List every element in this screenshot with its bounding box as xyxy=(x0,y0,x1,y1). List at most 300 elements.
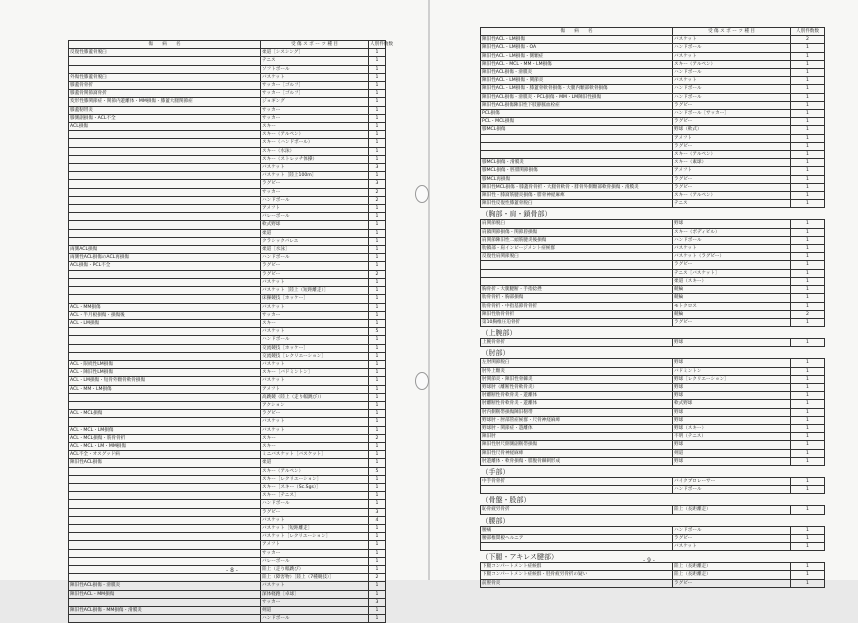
table-row xyxy=(481,142,825,150)
disease-cell: 腰痛 xyxy=(481,526,673,534)
table-row xyxy=(69,442,386,450)
disease-cell: 陳旧性ACL損傷・MM損傷・滑膜炎 xyxy=(69,607,261,615)
disease-cell: 陳旧性ACL・MM損傷 xyxy=(69,590,261,598)
header-count: 人別件数数 xyxy=(370,42,393,47)
table-row xyxy=(69,98,386,106)
table-row xyxy=(69,229,386,237)
count-cell: 1 xyxy=(369,566,386,574)
disease-cell xyxy=(481,269,673,277)
disease-cell xyxy=(69,393,261,401)
count-cell: 1 xyxy=(369,205,386,213)
disease-cell: 陳旧性尺骨神経麻痺 xyxy=(481,449,673,457)
table-row xyxy=(69,123,386,131)
sport-cell: バスケット xyxy=(673,52,791,60)
count-cell: 1 xyxy=(791,126,825,134)
disease-cell: 胸骨折・大腿腱断・手指捻挫 xyxy=(481,286,673,294)
disease-cell xyxy=(69,524,261,532)
disease-cell: 陳旧性ACL・LM損傷・OA xyxy=(481,44,673,52)
disease-cell xyxy=(69,278,261,286)
right-table-body xyxy=(481,28,825,588)
sport-cell: 野球 xyxy=(673,383,791,391)
sport-cell: バスケット［陸上100m］ xyxy=(261,172,369,180)
table-row xyxy=(69,114,386,122)
sport-cell: ラグビー xyxy=(673,142,791,150)
sport-cell: スキー（水泳） xyxy=(261,147,369,155)
disease-cell: ACL・MCL損傷・筋骨骨折 xyxy=(69,434,261,442)
count-cell: 1 xyxy=(791,85,825,93)
sport-cell: 高跳競（陸上（走り幅跳び）） xyxy=(261,393,369,401)
section-heading-row xyxy=(481,494,825,506)
disease-cell: 肩関節脱臼 xyxy=(481,220,673,228)
disease-cell: 陳旧性ACL損傷・滑膜炎 xyxy=(481,69,673,77)
disease-cell xyxy=(69,533,261,541)
section-heading: （肘部） xyxy=(481,349,510,358)
count-cell: 1 xyxy=(791,151,825,159)
count-cell: 1 xyxy=(369,418,386,426)
right-page-number: - 9 - xyxy=(643,557,655,564)
section-heading-row xyxy=(481,208,825,220)
count-cell: 1 xyxy=(369,344,386,352)
count-cell: 1 xyxy=(369,229,386,237)
disease-cell: 陳旧性ACL損傷 xyxy=(69,459,261,467)
table-row xyxy=(481,159,825,167)
table-row xyxy=(69,311,386,319)
sport-cell: アメフト xyxy=(673,167,791,175)
count-cell: 3 xyxy=(369,164,386,172)
disease-cell: 膝側副損傷・ACL不全 xyxy=(69,114,261,122)
disease-cell xyxy=(69,516,261,524)
disease-cell xyxy=(69,336,261,344)
sport-cell: アメフト xyxy=(261,205,369,213)
sport-cell: バスケット xyxy=(673,245,791,253)
sport-cell: スキー（素球） xyxy=(673,159,791,167)
section-heading-row xyxy=(481,514,825,526)
disease-cell xyxy=(69,180,261,188)
sport-cell: ハンドボール xyxy=(261,615,369,623)
table-row xyxy=(481,85,825,93)
sport-cell: 不明（テニス） xyxy=(673,433,791,441)
sport-cell: ハンドボール xyxy=(673,85,791,93)
sport-cell: バスケット xyxy=(261,426,369,434)
sport-cell: スキー xyxy=(261,442,369,450)
table-row xyxy=(69,467,386,475)
count-cell: 5 xyxy=(369,328,386,336)
sport-cell: スキー（アルペン） xyxy=(673,151,791,159)
count-cell: 1 xyxy=(791,457,825,465)
count-cell: 1 xyxy=(369,287,386,295)
count-cell: 1 xyxy=(791,408,825,416)
sport-cell: 剣道 xyxy=(261,607,369,615)
sport-cell: スキー（ボディビル） xyxy=(673,228,791,236)
disease-cell xyxy=(69,57,261,65)
disease-cell xyxy=(69,196,261,204)
disease-cell xyxy=(69,164,261,172)
sport-cell: バドミントン xyxy=(673,367,791,375)
sport-cell: アメフト xyxy=(261,385,369,393)
disease-cell: ACL・MM損傷 xyxy=(69,303,261,311)
sport-cell: 競輪 xyxy=(673,286,791,294)
count-cell: 2 xyxy=(369,574,386,582)
sport-cell: 陸上（走り幅跳び） xyxy=(261,566,369,574)
count-cell: 1 xyxy=(791,77,825,85)
disease-cell: 肘外上顆炎 xyxy=(481,367,673,375)
table-row xyxy=(481,486,825,494)
table-row xyxy=(69,188,386,196)
table-row xyxy=(481,118,825,126)
table-row xyxy=(481,542,825,550)
disease-cell xyxy=(69,155,261,163)
count-cell: 1 xyxy=(369,221,386,229)
count-cell: 1 xyxy=(369,377,386,385)
disease-cell: 恥骨疲労骨折 xyxy=(481,506,673,514)
table-row xyxy=(481,534,825,542)
count-cell: 1 xyxy=(369,336,386,344)
table-row xyxy=(69,574,386,582)
sport-cell: アメフト xyxy=(261,541,369,549)
section-heading: （腰部） xyxy=(481,516,510,525)
sport-cell: ラグビー xyxy=(673,175,791,183)
count-cell: 1 xyxy=(369,155,386,163)
sport-cell: スキー（アルペン） xyxy=(673,192,791,200)
disease-cell: 陳旧性肋骨骨折 xyxy=(481,310,673,318)
table-row xyxy=(481,245,825,253)
sport-cell: ハンドボール xyxy=(673,486,791,494)
table-row xyxy=(481,526,825,534)
disease-cell: 第10胸椎圧迫骨折 xyxy=(481,318,673,326)
table-row xyxy=(69,328,386,336)
sport-cell: サッカー xyxy=(261,311,369,319)
table-row xyxy=(69,82,386,90)
disease-cell: 野球肘（離断性骨軟骨炎） xyxy=(481,383,673,391)
sport-cell: ハンドボール xyxy=(261,196,369,204)
table-row xyxy=(481,441,825,449)
disease-cell xyxy=(481,486,673,494)
count-cell: 1 xyxy=(369,311,386,319)
count-cell: 1 xyxy=(369,319,386,327)
table-row xyxy=(69,352,386,360)
count-cell: 1 xyxy=(791,44,825,52)
count-cell: 1 xyxy=(791,236,825,244)
count-cell: 1 xyxy=(369,295,386,303)
disease-cell xyxy=(69,541,261,549)
sport-cell: サッカー xyxy=(261,598,369,606)
table-row xyxy=(481,167,825,175)
sport-cell: バスケット xyxy=(673,77,791,85)
disease-cell: 肘遊離体・軟骨損傷・腓腹骨棘刺形成 xyxy=(481,457,673,465)
binder-hole-left-top xyxy=(415,185,429,203)
count-cell: 1 xyxy=(791,294,825,302)
sport-cell: バスケット xyxy=(261,360,369,368)
sport-cell: 陸上（障害物）［陸上（7種競技）］ xyxy=(261,574,369,582)
sport-cell: ハンドボール［サッカー］ xyxy=(673,110,791,118)
disease-cell xyxy=(69,65,261,73)
sport-cell: 野球 xyxy=(673,359,791,367)
count-cell: 1 xyxy=(791,542,825,550)
count-cell: 1 xyxy=(791,383,825,391)
count-cell: 1 xyxy=(791,424,825,432)
count-cell: 1 xyxy=(791,269,825,277)
sport-cell: サッカー xyxy=(261,549,369,557)
count-cell: 1 xyxy=(369,582,386,590)
disease-cell xyxy=(69,229,261,237)
count-cell: 1 xyxy=(791,93,825,101)
table-row xyxy=(69,541,386,549)
table-row xyxy=(69,73,386,81)
sport-cell: ラグビー xyxy=(673,534,791,542)
sport-cell: バスケット xyxy=(673,36,791,44)
sport-cell: スキー［バドミントン］ xyxy=(261,369,369,377)
table-row xyxy=(481,477,825,485)
disease-cell: ACL・MCL・LM損傷 xyxy=(69,426,261,434)
table-row xyxy=(69,385,386,393)
count-cell: 1 xyxy=(369,442,386,450)
disease-cell xyxy=(69,467,261,475)
count-cell: 1 xyxy=(369,73,386,81)
sport-cell: バスケット xyxy=(261,377,369,385)
table-row xyxy=(481,416,825,424)
count-cell: 1 xyxy=(791,416,825,424)
table-row xyxy=(69,475,386,483)
table-row xyxy=(69,303,386,311)
sport-cell: 野球（スキー） xyxy=(673,424,791,432)
sport-cell: バスケット xyxy=(261,164,369,172)
count-cell: 1 xyxy=(791,339,825,347)
sport-cell: スキー［スキー（Sc.Sgs）］ xyxy=(261,483,369,491)
disease-cell: 外傷性膝蓋骨脱臼 xyxy=(69,73,261,81)
table-row xyxy=(481,126,825,134)
disease-cell: 陳旧性ACL損傷陳旧性下肢静脈血栓症 xyxy=(481,101,673,109)
count-cell: 1 xyxy=(791,433,825,441)
sport-cell: バスケット xyxy=(261,418,369,426)
sport-cell: バスケット xyxy=(673,542,791,550)
sport-cell: スキー xyxy=(261,319,369,327)
count-cell: 2 xyxy=(369,434,386,442)
count-cell: 1 xyxy=(369,254,386,262)
table-row xyxy=(69,270,386,278)
disease-cell: ACL・LM損傷・短骨外顆骨軟骨損傷 xyxy=(69,377,261,385)
disease-cell xyxy=(69,401,261,409)
disease-cell xyxy=(69,492,261,500)
count-cell: 2 xyxy=(791,310,825,318)
sport-cell: バスケット［陸上（短距離走）］ xyxy=(261,287,369,295)
sport-cell: バスケット（ラグビー） xyxy=(673,253,791,261)
table-row xyxy=(481,269,825,277)
table-row xyxy=(481,318,825,326)
sport-cell: 陸上（長距離走） xyxy=(673,571,791,579)
sport-cell: ソフトボール xyxy=(261,65,369,73)
count-cell: 1 xyxy=(791,302,825,310)
table-row xyxy=(481,200,825,208)
disease-cell xyxy=(69,418,261,426)
table-row xyxy=(69,295,386,303)
count-cell: 1 xyxy=(791,449,825,457)
disease-cell: 肘離断性骨軟骨炎・遊離体 xyxy=(481,400,673,408)
sport-cell: 床操競技［ホッケー］ xyxy=(261,295,369,303)
table-row xyxy=(481,228,825,236)
sport-cell: アクション xyxy=(261,401,369,409)
count-cell: 1 xyxy=(791,375,825,383)
sport-cell: 剣道 xyxy=(673,449,791,457)
count-cell: 1 xyxy=(369,541,386,549)
table-row xyxy=(481,261,825,269)
disease-cell: 陳旧性ACL損傷・滑膜炎・PCL損傷・MM・LM陳旧性損傷 xyxy=(481,93,673,101)
sport-cell: バスケット xyxy=(261,328,369,336)
disease-cell: 陳旧性ACL・LM損傷 xyxy=(481,36,673,44)
sport-cell: バレーボール xyxy=(261,213,369,221)
disease-cell xyxy=(481,277,673,285)
section-heading: （胸部・肩・鎖骨部） xyxy=(481,210,552,219)
count-cell: 1 xyxy=(369,492,386,500)
sport-cell: スキー xyxy=(261,123,369,131)
count-cell: 1 xyxy=(791,286,825,294)
disease-cell: 反復性膝蓋骨脱臼 xyxy=(69,49,261,57)
table-row xyxy=(481,110,825,118)
sport-cell: ラグビー xyxy=(261,180,369,188)
disease-cell: 肋鎖部・肩インピージメント症候群 xyxy=(481,245,673,253)
sport-cell: 野球 xyxy=(673,408,791,416)
header-disease: 傷 病 名 xyxy=(69,41,261,49)
disease-cell xyxy=(481,542,673,550)
header-disease: 傷 病 名 xyxy=(481,28,673,36)
table-row xyxy=(69,598,386,606)
table-row xyxy=(481,339,825,347)
disease-cell: 野球肘・肘部管症候群・尺骨神経麻痺 xyxy=(481,416,673,424)
count-cell: 1 xyxy=(369,139,386,147)
disease-cell: ACL・陳旧性LM損傷 xyxy=(69,369,261,377)
count-cell: 1 xyxy=(369,401,386,409)
table-header-row xyxy=(481,28,825,36)
sport-cell: ラグビー xyxy=(261,410,369,418)
table-row xyxy=(481,457,825,465)
disease-cell: ACL不全・オスグッド病 xyxy=(69,451,261,459)
disease-cell: 両側性ACL損傷のACL再損傷 xyxy=(69,254,261,262)
sport-cell: 軟式野球 xyxy=(261,221,369,229)
sport-cell: バスケット xyxy=(261,73,369,81)
disease-cell: 陳旧性・膝窩筋腱炎損傷・腓骨神経麻痺 xyxy=(481,192,673,200)
table-row xyxy=(481,77,825,85)
count-cell: 1 xyxy=(791,142,825,150)
count-cell: 1 xyxy=(791,534,825,542)
sport-cell: テニス［バスケット］ xyxy=(673,269,791,277)
sport-cell: 野球 xyxy=(673,220,791,228)
sport-cell: 柔道 xyxy=(261,459,369,467)
disease-cell xyxy=(69,328,261,336)
table-row xyxy=(69,57,386,65)
sport-cell: 野球［レクリエーション］ xyxy=(673,375,791,383)
disease-cell xyxy=(481,134,673,142)
disease-cell: 野球肘・関節症・遊離体 xyxy=(481,424,673,432)
left-page-number: - 8 - xyxy=(226,567,238,574)
right-page xyxy=(430,0,858,586)
sport-cell: サッカー［ゴルフ］ xyxy=(261,90,369,98)
count-cell: 1 xyxy=(791,571,825,579)
disease-cell xyxy=(69,270,261,278)
disease-cell: 肘関節炎・陳旧性骨棘炎 xyxy=(481,375,673,383)
table-row xyxy=(69,451,386,459)
count-cell: 1 xyxy=(369,393,386,401)
disease-cell xyxy=(69,295,261,303)
count-cell: 1 xyxy=(369,533,386,541)
right-sports-injury-table xyxy=(480,27,825,588)
sport-cell: ハンドボール xyxy=(261,336,369,344)
disease-cell: ACL損傷 xyxy=(69,123,261,131)
disease-cell xyxy=(69,221,261,229)
disease-cell: ACL・LM損傷 xyxy=(69,319,261,327)
count-cell: 2 xyxy=(369,196,386,204)
section-heading: （骨盤・股部） xyxy=(481,496,531,505)
sport-cell: スキー xyxy=(261,434,369,442)
table-row xyxy=(481,52,825,60)
disease-cell: 下腿コンパートメント症候群 xyxy=(481,563,673,571)
count-cell: 1 xyxy=(369,360,386,368)
table-row xyxy=(69,246,386,254)
count-cell: 1 xyxy=(369,278,386,286)
disease-cell: 上腕骨骨折 xyxy=(481,339,673,347)
section-heading-row xyxy=(481,465,825,477)
sport-cell: バスケット xyxy=(261,516,369,524)
table-row xyxy=(69,65,386,73)
table-row xyxy=(481,310,825,318)
table-row xyxy=(481,220,825,228)
sport-cell: アメフト xyxy=(673,134,791,142)
sport-cell: 柔道 xyxy=(261,229,369,237)
count-cell: 1 xyxy=(369,590,386,598)
count-cell: 1 xyxy=(791,253,825,261)
count-cell: 1 xyxy=(791,69,825,77)
sport-cell: 野球 xyxy=(673,392,791,400)
table-row xyxy=(481,400,825,408)
sport-cell: バスケット xyxy=(261,303,369,311)
table-row xyxy=(481,506,825,514)
table-row xyxy=(481,277,825,285)
count-cell: 3 xyxy=(369,508,386,516)
disease-cell: 膝MCL損傷・滑膜炎 xyxy=(481,159,673,167)
sport-cell: サッカー xyxy=(261,114,369,122)
table-row xyxy=(481,44,825,52)
table-row xyxy=(481,579,825,587)
table-row xyxy=(481,433,825,441)
table-row xyxy=(69,524,386,532)
table-row xyxy=(69,262,386,270)
disease-cell: 陳旧性MCL損傷・膝蓋骨骨折・大腿骨軟骨・腓骨外側顆部軟骨損傷・滑膜炎 xyxy=(481,183,673,191)
sport-cell: バスケット［短距離走］ xyxy=(261,524,369,532)
table-row xyxy=(69,418,386,426)
sport-cell: ラグビー xyxy=(673,261,791,269)
table-row xyxy=(69,278,386,286)
disease-cell: 左肘関節脱臼 xyxy=(481,359,673,367)
sport-cell: バスケット［レクリエーション］ xyxy=(261,533,369,541)
sport-cell: 交流競技［ホッケー］ xyxy=(261,344,369,352)
table-row xyxy=(69,369,386,377)
disease-cell: ACL・MM・LM損傷 xyxy=(69,385,261,393)
sport-cell: サッカー xyxy=(261,188,369,196)
table-row xyxy=(69,434,386,442)
disease-cell xyxy=(69,344,261,352)
table-row xyxy=(481,383,825,391)
table-row xyxy=(481,294,825,302)
count-cell: 1 xyxy=(369,524,386,532)
sport-cell: サッカー［ゴルフ］ xyxy=(261,82,369,90)
table-row xyxy=(481,375,825,383)
sport-cell: 競輪 xyxy=(673,294,791,302)
count-cell: 1 xyxy=(791,261,825,269)
table-row xyxy=(69,500,386,508)
sport-cell: ハンドボール xyxy=(673,526,791,534)
disease-cell: 両側ACL損傷 xyxy=(69,246,261,254)
disease-cell xyxy=(69,508,261,516)
count-cell: 1 xyxy=(369,213,386,221)
count-cell: 1 xyxy=(791,110,825,118)
